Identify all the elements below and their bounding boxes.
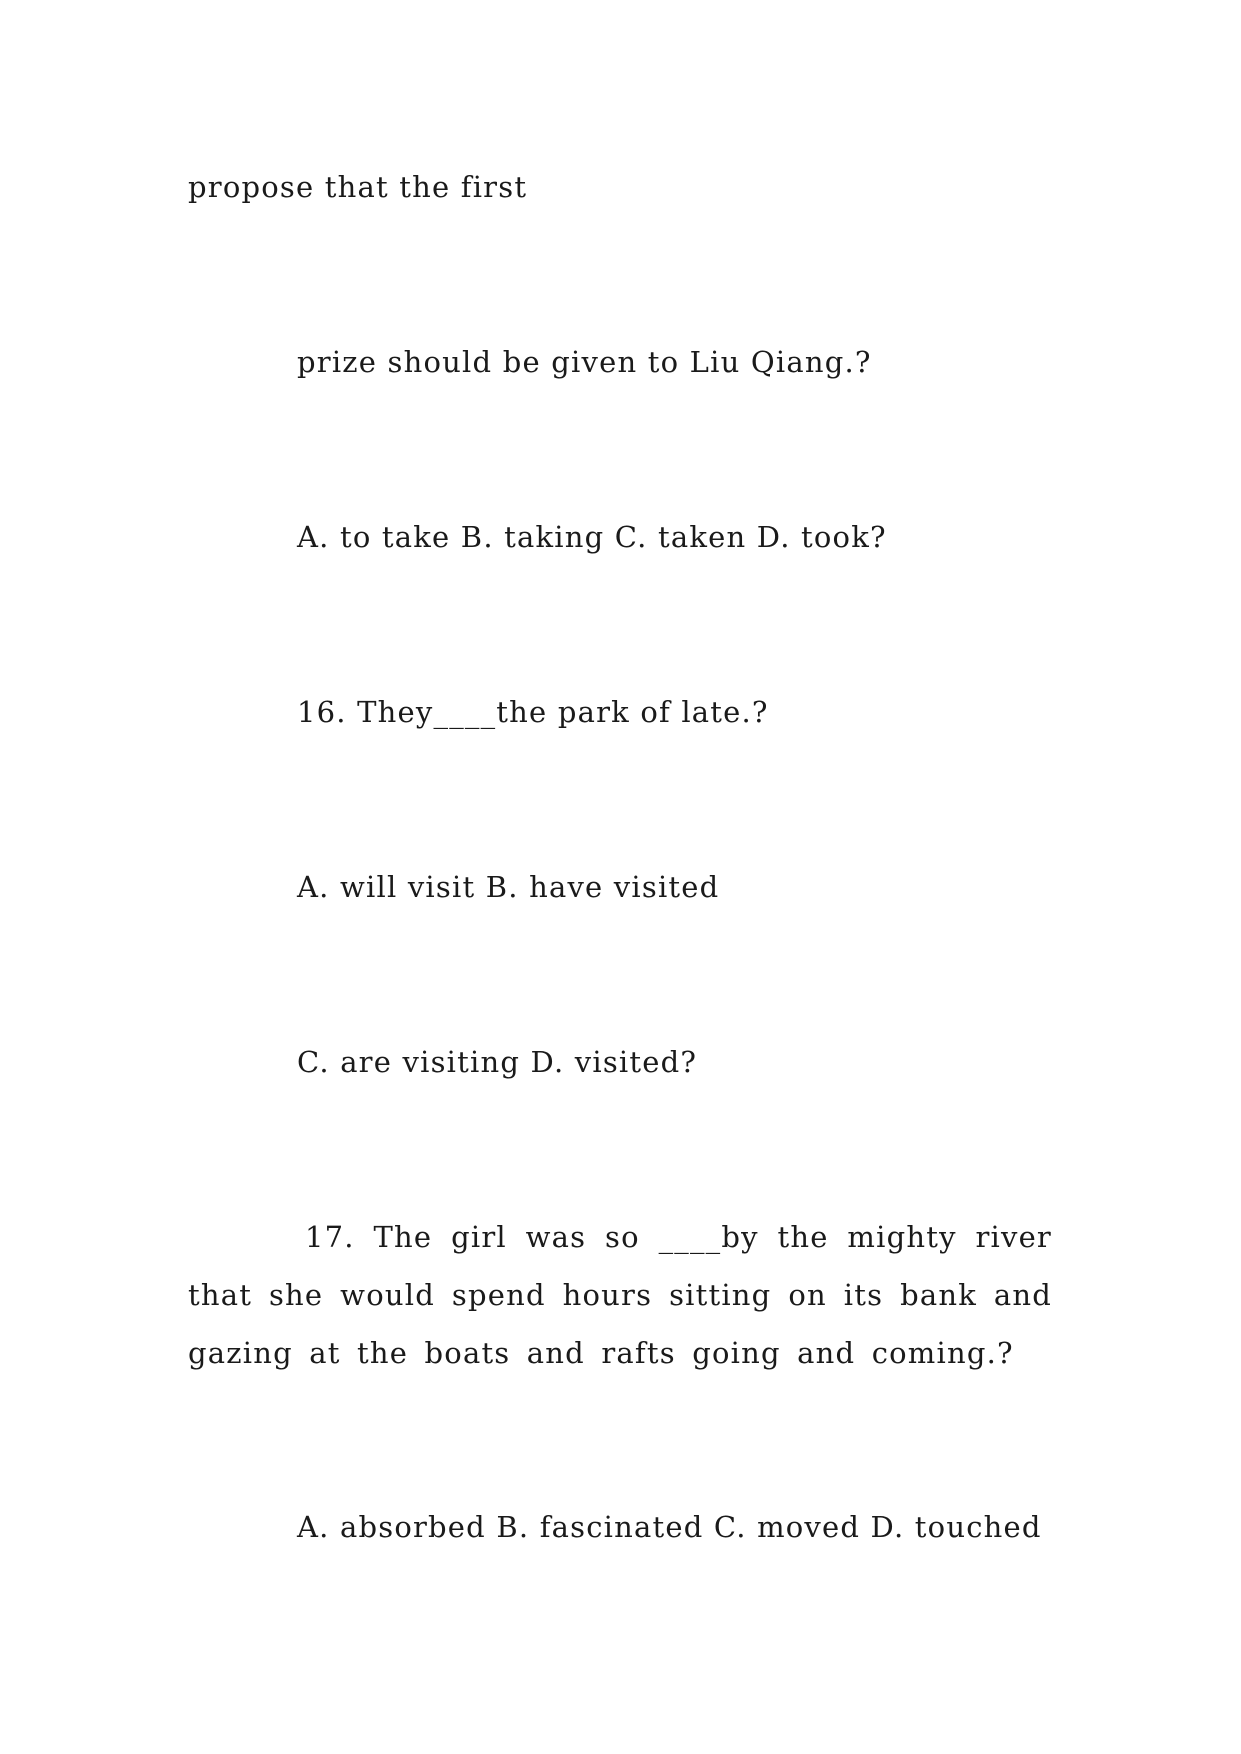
text-line-prize: prize should be given to Liu Qiang.?: [297, 345, 872, 379]
question-17-stem: 17. The girl was so ____by the mighty river that she would spend hours sitting on its bank and gazing at the boats and rafts going and coming.?: [188, 1220, 1052, 1370]
question-17-options: A. absorbed B. fascinated C. moved D. touched: [297, 1510, 1042, 1544]
question-16-stem: 16. They____the park of late.?: [297, 695, 769, 729]
text-line-propose: propose that the first: [188, 170, 528, 204]
question-16-options-ab: A. will visit B. have visited: [297, 870, 720, 904]
question-15-options: A. to take B. taking C. taken D. took?: [297, 520, 887, 554]
question-16-options-cd: C. are visiting D. visited?: [297, 1045, 698, 1079]
